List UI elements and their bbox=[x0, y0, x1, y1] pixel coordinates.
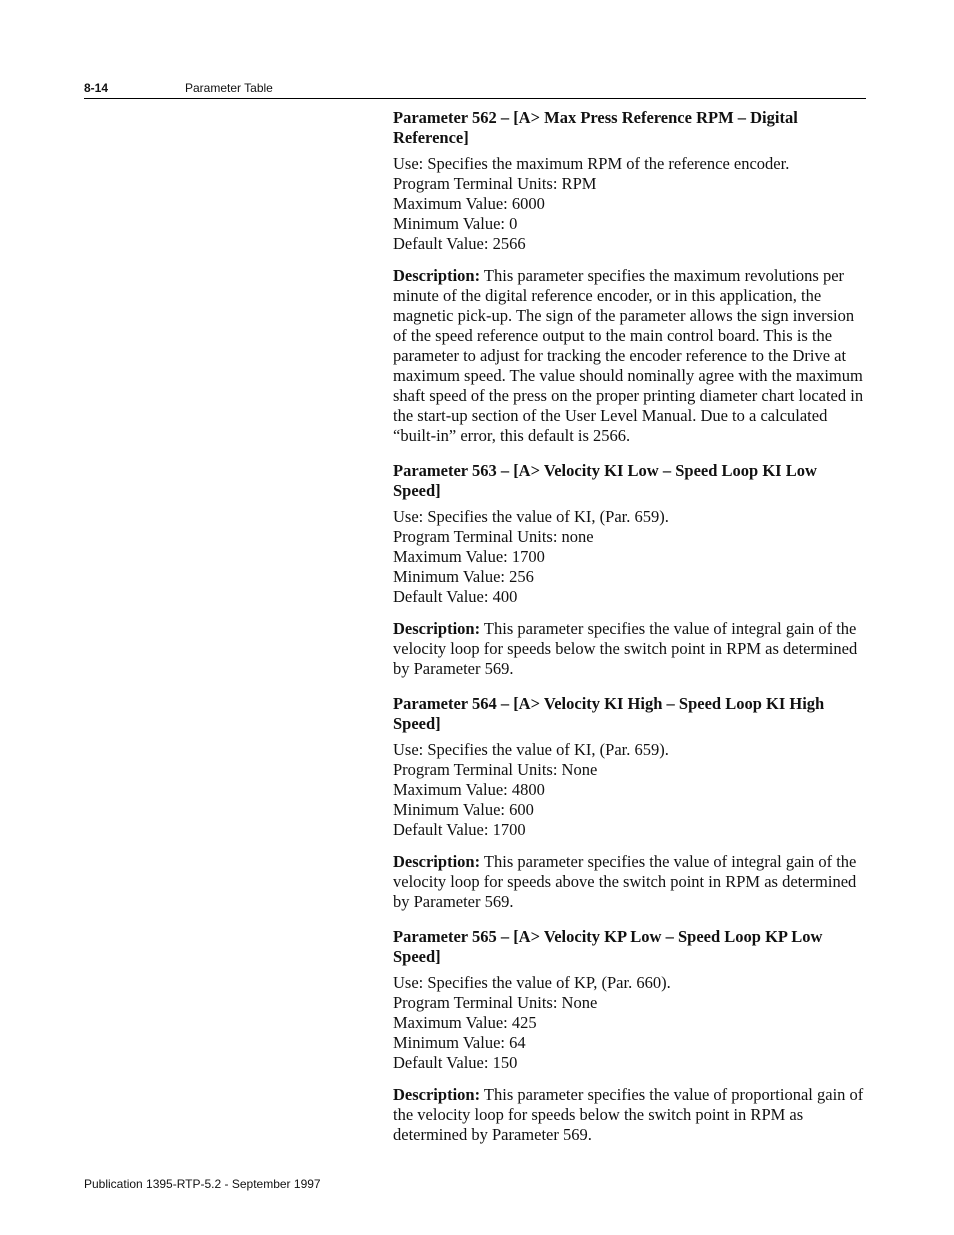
description-text: This parameter specifies the value of proportional gain of the velocity loop for speeds below the switch point in RPM as determined by Parameter 569. bbox=[393, 1085, 864, 1144]
min-value-line: Minimum Value: 600 bbox=[393, 800, 534, 819]
description-text: This parameter specifies the value of integral gain of the velocity loop for speeds above the switch point in RPM as determined by Parameter 569. bbox=[393, 852, 857, 911]
section-title: Parameter Table bbox=[185, 81, 273, 95]
default-value-line: Default Value: 150 bbox=[393, 1053, 518, 1072]
units-line: Program Terminal Units: None bbox=[393, 760, 598, 779]
page-number: 8-14 bbox=[84, 81, 109, 95]
default-value-line: Default Value: 1700 bbox=[393, 820, 526, 839]
default-value-line: Default Value: 400 bbox=[393, 587, 518, 606]
use-line: Use: Specifies the value of KP, (Par. 660). bbox=[393, 973, 671, 992]
description-text: This parameter specifies the value of integral gain of the velocity loop for speeds below the switch point in RPM as determined by Parameter 569. bbox=[393, 619, 858, 678]
parameter-565 bbox=[393, 927, 868, 1145]
max-value-line: Maximum Value: 4800 bbox=[393, 780, 545, 799]
publication-footer: Publication 1395-RTP-5.2 - September 1997 bbox=[84, 1177, 321, 1191]
use-line: Use: Specifies the value of KI, (Par. 659). bbox=[393, 740, 669, 759]
parameter-title: Parameter 565 – [A> Velocity KP Low – Speed Loop KP Low Speed] bbox=[393, 927, 823, 966]
units-line: Program Terminal Units: RPM bbox=[393, 174, 597, 193]
parameter-title: Parameter 563 – [A> Velocity KI Low – Speed Loop KI Low Speed] bbox=[393, 461, 817, 500]
min-value-line: Minimum Value: 64 bbox=[393, 1033, 526, 1052]
description-label: Description: bbox=[393, 852, 481, 871]
min-value-line: Minimum Value: 0 bbox=[393, 214, 518, 233]
max-value-line: Maximum Value: 425 bbox=[393, 1013, 537, 1032]
parameter-563 bbox=[393, 461, 868, 679]
units-line: Program Terminal Units: none bbox=[393, 527, 594, 546]
parameter-title: Parameter 564 – [A> Velocity KI High – Speed Loop KI High Speed] bbox=[393, 694, 825, 733]
description-text: This parameter specifies the maximum revolutions per minute of the digital reference encoder, or in this application, the magnetic pick-up. The sign of the parameter allows the sign inversion of the speed reference output to the main control board. This is the parameter to adjust for tracking the encoder reference to the Drive at maximum speed. The value should nominally agree with the maximum shaft speed of the press on the proper printing diameter chart located in the start-up section of the User Level Manual. Due to a calculated “built-in” error, this default is 2566. bbox=[393, 266, 864, 445]
use-line: Use: Specifies the maximum RPM of the reference encoder. bbox=[393, 154, 790, 173]
units-line: Program Terminal Units: None bbox=[393, 993, 598, 1012]
default-value-line: Default Value: 2566 bbox=[393, 234, 526, 253]
parameter-562 bbox=[393, 108, 868, 446]
use-line: Use: Specifies the value of KI, (Par. 659). bbox=[393, 507, 669, 526]
max-value-line: Maximum Value: 6000 bbox=[393, 194, 545, 213]
description-label: Description: bbox=[393, 1085, 481, 1104]
description-label: Description: bbox=[393, 619, 481, 638]
parameter-564 bbox=[393, 694, 868, 912]
parameter-description bbox=[393, 619, 868, 679]
description-label: Description: bbox=[393, 266, 481, 285]
parameter-description bbox=[393, 266, 868, 446]
parameter-title: Parameter 562 – [A> Max Press Reference RPM – Digital Reference] bbox=[393, 108, 798, 147]
max-value-line: Maximum Value: 1700 bbox=[393, 547, 545, 566]
min-value-line: Minimum Value: 256 bbox=[393, 567, 534, 586]
parameter-list bbox=[393, 108, 868, 1160]
page-header bbox=[84, 80, 866, 99]
parameter-description bbox=[393, 1085, 868, 1145]
parameter-description bbox=[393, 852, 868, 912]
